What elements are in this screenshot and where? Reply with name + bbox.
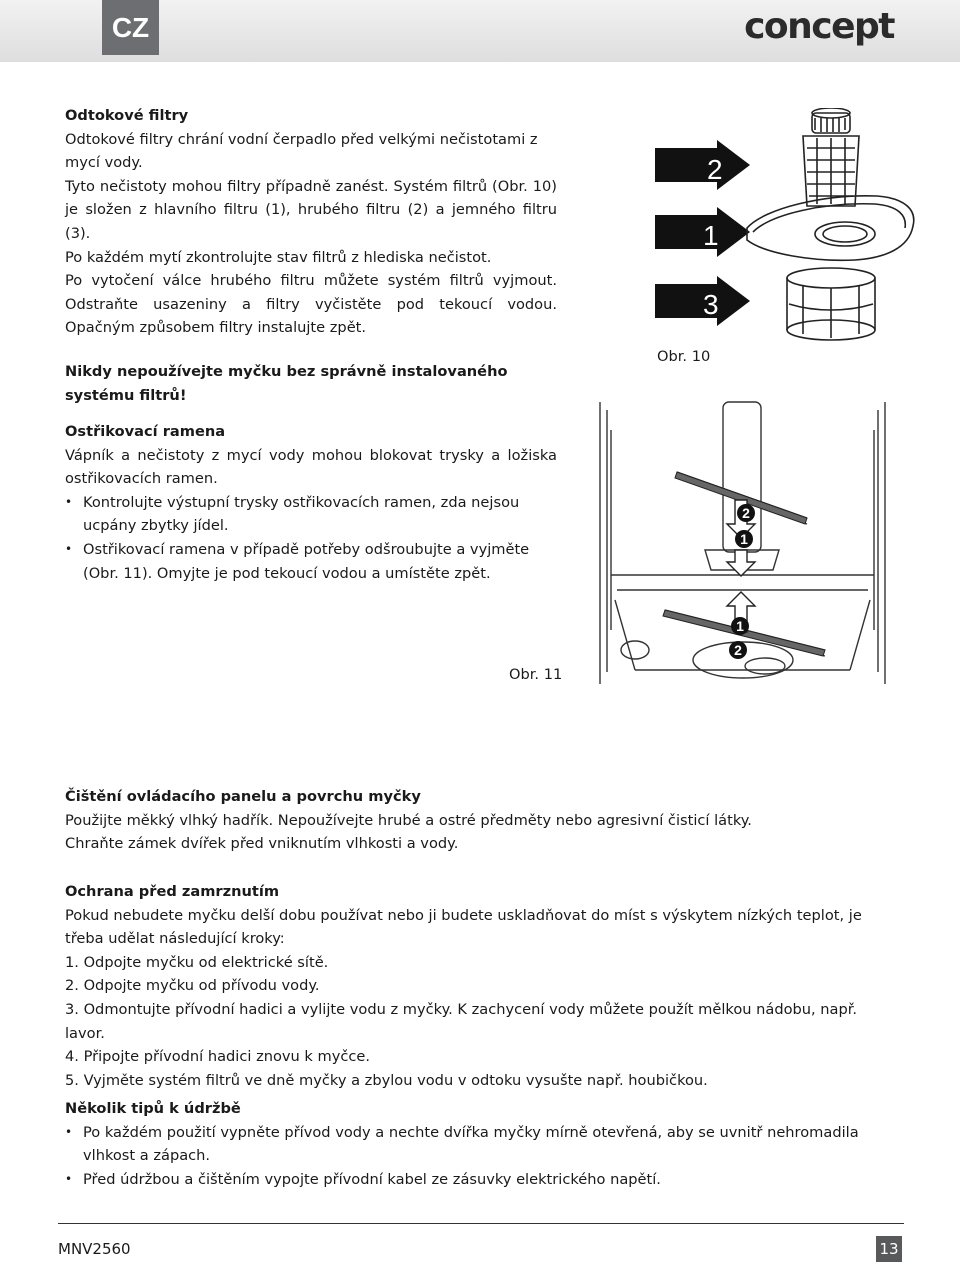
frost-step: 5. Vyjměte systém filtrů ve dně myčky a zbylou vodu v odtoku vysušte např. houbičkou. xyxy=(65,1071,708,1089)
spray-arms-bullet: • Kontrolujte výstupní trysky ostřikovacích ramen, zda nejsou ucpány zbytky jídel. xyxy=(65,491,557,538)
fine-filter xyxy=(787,268,875,340)
filter-label-2: 2 xyxy=(707,154,723,185)
tips-section xyxy=(65,1097,897,1191)
spray-arms-para: Vápník a nečistoty z mycí vody mohou blokovat trysky a ložiska ostřikovacích ramen. xyxy=(65,446,557,488)
panel-line: Chraňte zámek dvířek před vniknutím vlhkosti a vody. xyxy=(65,835,459,853)
frost-step: 2. Odpojte myčku od přívodu vody. xyxy=(65,977,320,995)
page-number: 13 xyxy=(876,1236,902,1262)
filters-para-4: Po vytočení válce hrubého filtru můžete systém filtrů vyjmout. Odstraňte usazeniny a filtry vyčistěte pod tekoucí vodou. Opačným způsobem filtry instalujte zpět. xyxy=(65,272,557,337)
model-number: MNV2560 xyxy=(58,1240,131,1258)
frost-step: 4. Připojte přívodní hadici znovu k myčce. xyxy=(65,1048,371,1066)
step-marker-1-lower: 1 xyxy=(736,618,744,634)
filter-label-3: 3 xyxy=(703,289,719,320)
filter-system-figure xyxy=(655,108,925,353)
tips-bullet: • Před údržbou a čištěním vypojte přívodní kabel ze zásuvky elektrického napětí. xyxy=(65,1168,897,1192)
label-arrow-2 xyxy=(655,140,750,190)
panel-line: Použijte měkký vlhký hadřík. Nepoužívejte hrubé a ostré předměty nebo agresivní čisticí látky. xyxy=(65,811,752,829)
panel-section xyxy=(65,785,895,856)
filters-section xyxy=(65,104,557,407)
filters-warning: Nikdy nepoužívejte myčku bez správně instalovaného systému filtrů! xyxy=(65,362,508,404)
filters-para-1: Odtokové filtry chrání vodní čerpadlo před velkými nečistotami z mycí vody. xyxy=(65,130,538,172)
filters-para-2: Tyto nečistoty mohou filtry případně zanést. Systém filtrů (Obr. 10) je složen z hlavního filtru (1), hrubého filtru (2) a jemného filtru (3). xyxy=(65,177,557,242)
figure-11-caption: Obr. 11 xyxy=(509,666,563,683)
filters-para-3: Po každém mytí zkontrolujte stav filtrů z hlediska nečistot. xyxy=(65,248,492,266)
spray-arms-section xyxy=(65,420,557,585)
step-marker-2-lower: 2 xyxy=(734,642,742,658)
main-filter xyxy=(747,196,914,260)
figure-10-caption: Obr. 10 xyxy=(657,348,711,365)
filter-label-1: 1 xyxy=(703,220,719,251)
step-marker-2-upper: 2 xyxy=(742,505,750,521)
spray-arms-bullets xyxy=(65,491,557,585)
spray-arms-title: Ostřikovací ramena xyxy=(65,423,226,440)
coarse-filter xyxy=(803,108,859,206)
brand-logo: concept xyxy=(744,6,894,47)
label-arrow-1 xyxy=(655,207,750,257)
frost-step: 1. Odpojte myčku od elektrické sítě. xyxy=(65,953,329,971)
step-marker-1-upper: 1 xyxy=(740,531,748,547)
frost-step: 3. Odmontujte přívodní hadici a vylijte vodu z myčky. K zachycení vody můžete použít mělkou nádobu, např. lavor. xyxy=(65,1000,858,1042)
spray-arms-bullet: • Ostřikovací ramena v případě potřeby odšroubujte a vyjměte (Obr. 11). Omyjte je pod tekoucí vodou a umístěte zpět. xyxy=(65,538,557,585)
frost-section xyxy=(65,880,897,1092)
label-arrow-3 xyxy=(655,276,750,326)
filters-title: Odtokové filtry xyxy=(65,107,189,124)
tips-bullets xyxy=(65,1121,897,1192)
tips-title: Několik tipů k údržbě xyxy=(65,1100,241,1117)
footer-rule xyxy=(58,1223,904,1224)
spray-arms-figure xyxy=(595,400,890,692)
frost-steps xyxy=(65,951,897,1093)
language-badge: CZ xyxy=(102,0,159,55)
frost-intro: Pokud nebudete myčku delší dobu používat nebo ji budete uskladňovat do míst s výskytem nízkých teplot, je třeba udělat následující kroky: xyxy=(65,906,862,948)
panel-title: Čištění ovládacího panelu a povrchu myčky xyxy=(65,788,421,805)
frost-title: Ochrana před zamrznutím xyxy=(65,883,280,900)
tips-bullet: • Po každém použití vypněte přívod vody a nechte dvířka myčky mírně otevřená, aby se uvnitř nehromadila vlhkost a zápach. xyxy=(65,1121,897,1168)
